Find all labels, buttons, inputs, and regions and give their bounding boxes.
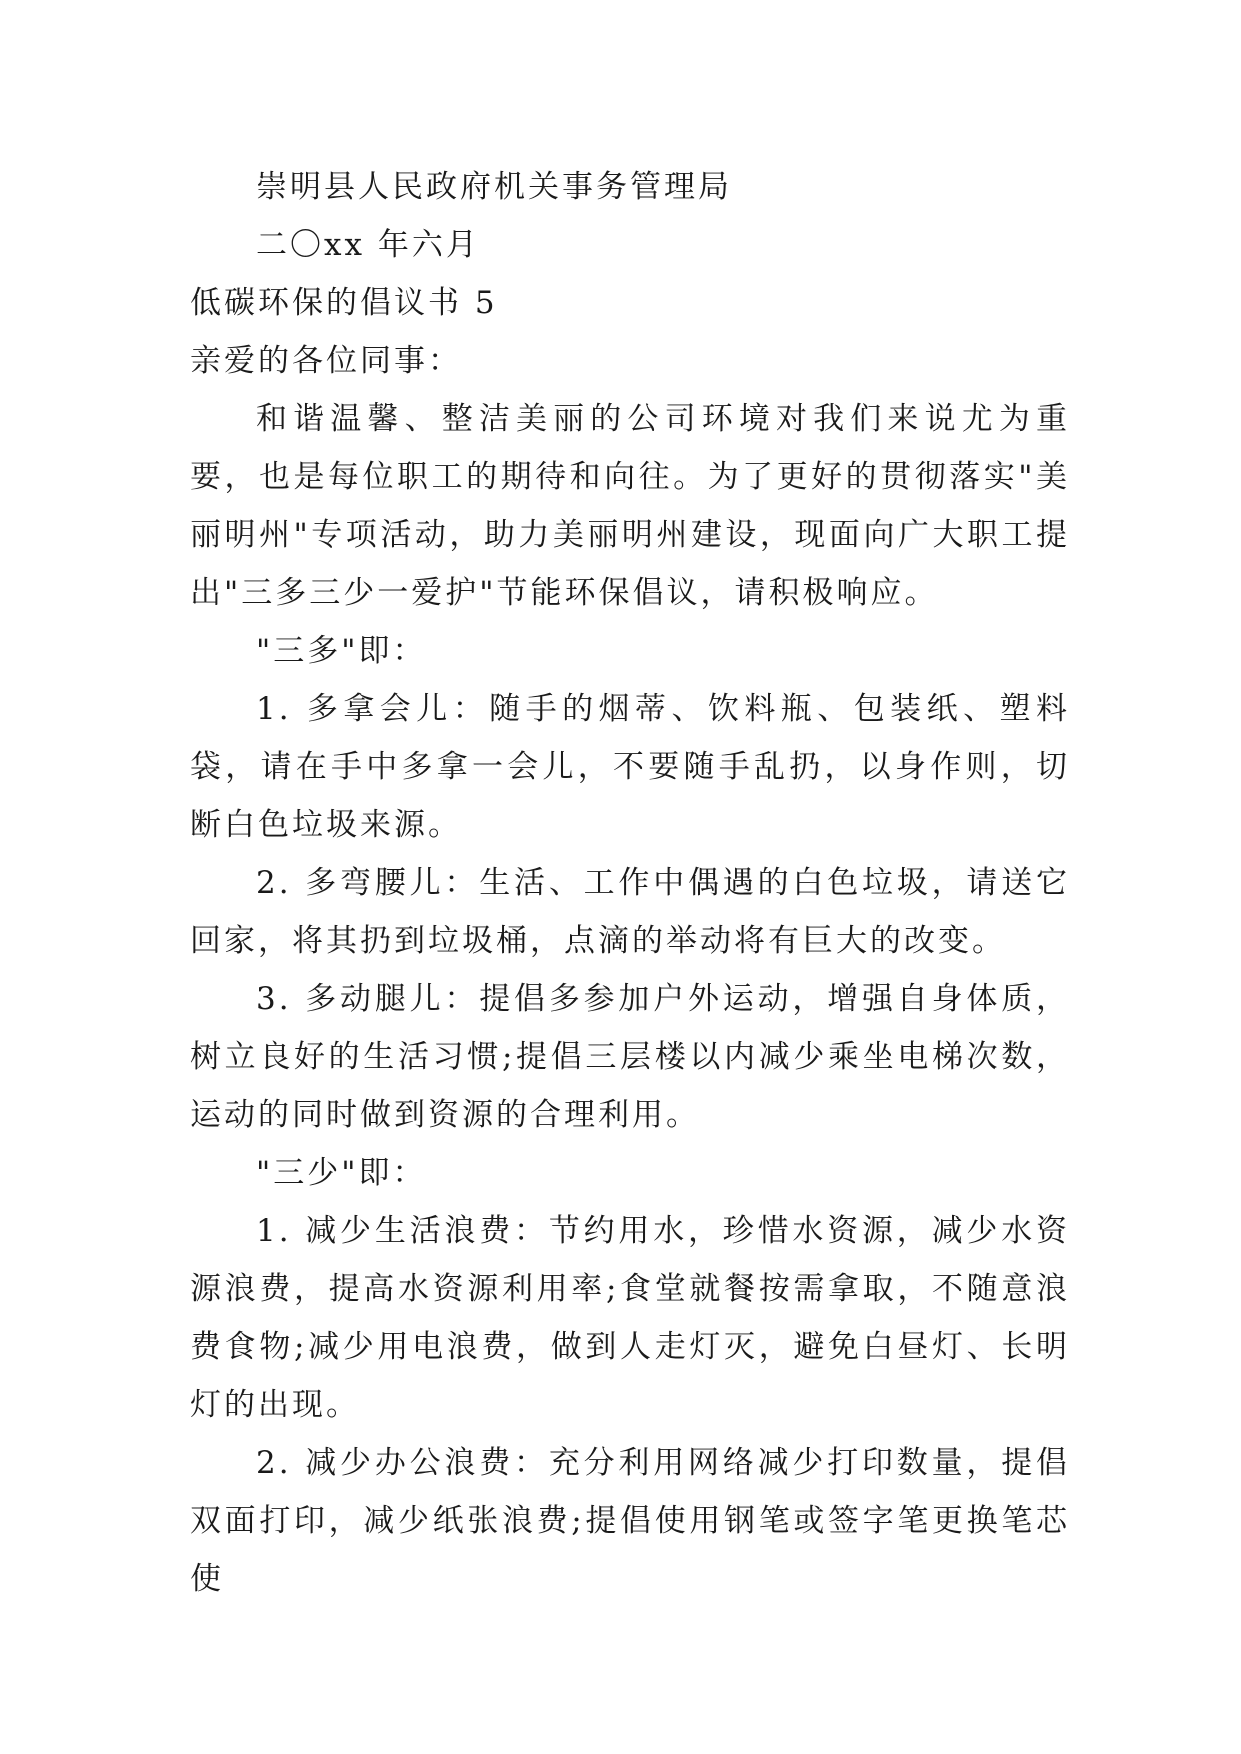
- three-more-item: 1. 多拿会儿：随手的烟蒂、饮料瓶、包装纸、塑料袋，请在手中多拿一会儿，不要随手乱扔，以身作则，切断白色垃圾来源。: [190, 691, 1070, 843]
- three-more-heading: "三多"即：: [256, 633, 427, 669]
- intro-paragraph: 和谐温馨、整洁美丽的公司环境对我们来说尤为重要，也是每位职工的期待和向往。为了更好的贯彻落实"美丽明州"专项活动，助力美丽明州建设，现面向广大职工提出"三多三少一爱护"节能环保倡议，请积极响应。: [190, 401, 1070, 611]
- signature-date: 二〇xx 年六月: [256, 227, 480, 263]
- three-more-item: 3. 多动腿儿：提倡多参加户外运动，增强自身体质，树立良好的生活习惯;提倡三层楼以内减少乘坐电梯次数，运动的同时做到资源的合理利用。: [190, 981, 1070, 1133]
- three-less-item: 1. 减少生活浪费：节约用水，珍惜水资源，减少水资源浪费，提高水资源利用率;食堂就餐按需拿取，不随意浪费食物;减少用电浪费，做到人走灯灭，避免白昼灯、长明灯的出现。: [190, 1213, 1070, 1423]
- three-less-heading: "三少"即：: [256, 1155, 427, 1191]
- three-less-item: 2. 减少办公浪费：充分利用网络减少打印数量，提倡双面打印，减少纸张浪费;提倡使用钢笔或签字笔更换笔芯使: [190, 1445, 1070, 1597]
- three-more-item: 2. 多弯腰儿：生活、工作中偶遇的白色垃圾，请送它回家，将其扔到垃圾桶，点滴的举动将有巨大的改变。: [190, 865, 1070, 959]
- salutation: 亲爱的各位同事：: [190, 343, 462, 379]
- document-body: [190, 158, 1070, 1608]
- document-title: 低碳环保的倡议书 5: [190, 285, 498, 321]
- signature-organization: 崇明县人民政府机关事务管理局: [256, 169, 732, 205]
